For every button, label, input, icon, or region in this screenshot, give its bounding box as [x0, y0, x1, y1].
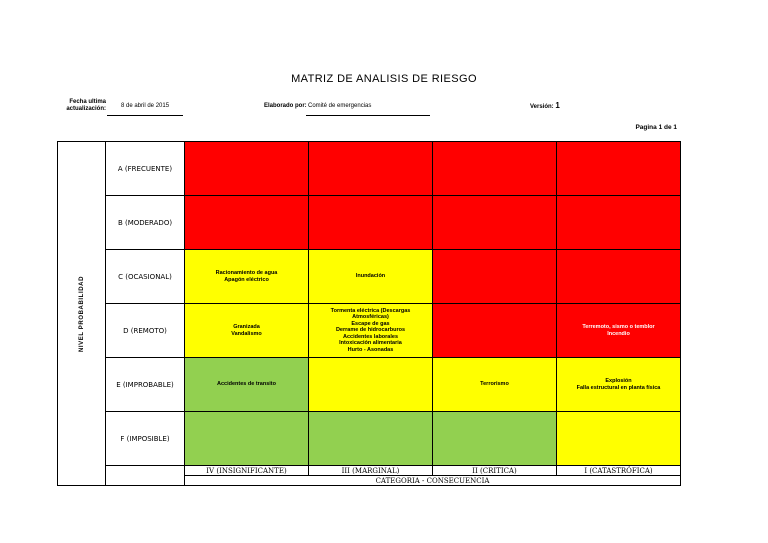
- risk-cell-yellow: [185, 250, 309, 304]
- risk-cell-red: [309, 196, 433, 250]
- probability-level-label: C (OCASIONAL): [106, 250, 185, 304]
- blank-cell: [106, 466, 185, 476]
- fecha-value: 8 de abril de 2015: [121, 103, 170, 109]
- risk-cell-red: [557, 142, 681, 196]
- elaborado-value: Comité de emergencias: [308, 103, 372, 109]
- matrix-row: [58, 358, 681, 412]
- risk-cell-red: [557, 304, 681, 358]
- risk-cell-red: [433, 196, 557, 250]
- risk-item: Racionamiento de agua: [215, 270, 278, 276]
- matrix-row: [58, 250, 681, 304]
- pagina-indicator: Pagina 1 de 1: [635, 124, 677, 131]
- consequence-category-label: II (CRITICA): [433, 466, 557, 476]
- matrix-row: [58, 304, 681, 358]
- risk-cell-red: [433, 304, 557, 358]
- risk-cell-yellow: [557, 358, 681, 412]
- x-axis-label: CATEGORIA - CONSECUENCIA: [185, 476, 681, 486]
- fecha-label: [62, 99, 106, 113]
- risk-item: Incendio: [607, 330, 630, 337]
- risk-item: Granizada: [233, 324, 260, 330]
- page-title: MATRIZ DE ANALISIS DE RIESGO: [291, 73, 477, 85]
- matrix-row: [58, 412, 681, 466]
- elaborado-underline: [306, 115, 430, 116]
- risk-cell-yellow: [309, 358, 433, 412]
- risk-cell-red: [433, 142, 557, 196]
- risk-cell-yellow: [185, 304, 309, 358]
- consequence-category-label: III (MARGINAL): [309, 466, 433, 476]
- risk-item: Derrame de hidrocarburos: [335, 327, 406, 334]
- risk-cell-green: [185, 412, 309, 466]
- risk-cell-yellow: [433, 358, 557, 412]
- risk-item: Vandalismo: [231, 330, 262, 337]
- probability-level-label: D (REMOTO): [106, 304, 185, 358]
- probability-level-label: F (IMPOSIBLE): [106, 412, 185, 466]
- risk-cell-yellow: [309, 304, 433, 358]
- risk-item: Escape de gas: [351, 320, 390, 327]
- consequence-category-label: IV (INSIGNIFICANTE): [185, 466, 309, 476]
- risk-item: Intoxicación alimentaria: [339, 340, 402, 347]
- probability-level-label: E (IMPROBABLE): [106, 358, 185, 412]
- x-axis-row: [58, 476, 681, 486]
- risk-item: Accidentes de transito: [217, 381, 276, 388]
- risk-item: Accidentes laborales: [342, 333, 399, 340]
- risk-cell-yellow: [557, 412, 681, 466]
- risk-cell-red: [185, 142, 309, 196]
- y-axis-label: NIVEL PROBABILIDAD: [78, 275, 85, 352]
- version-label: [530, 102, 560, 111]
- fecha-label-line1: Fecha ultima: [69, 99, 106, 105]
- probability-level-label: B (MODERADO): [106, 196, 185, 250]
- matrix-row: [58, 196, 681, 250]
- risk-cell-yellow: [309, 250, 433, 304]
- risk-cell-red: [309, 142, 433, 196]
- risk-matrix: [57, 141, 681, 486]
- blank-cell: [106, 476, 185, 486]
- probability-level-label: A (FRECUENTE): [106, 142, 185, 196]
- matrix-row: [58, 142, 681, 196]
- risk-item: Inundación: [355, 273, 386, 280]
- risk-cell-green: [433, 412, 557, 466]
- risk-cell-red: [185, 196, 309, 250]
- risk-cell-green: [309, 412, 433, 466]
- fecha-label-line2: actualización:: [66, 106, 106, 112]
- elaborado-label: Elaborado por:: [264, 103, 307, 109]
- consequence-category-label: I (CATASTRÓFICA): [557, 466, 681, 476]
- risk-item: Tormenta eléctrica (Descargas: [330, 307, 411, 314]
- risk-item: Apagón eléctrico: [224, 276, 269, 283]
- risk-cell-red: [557, 196, 681, 250]
- y-axis-cell: [58, 142, 106, 486]
- fecha-underline: [107, 115, 183, 116]
- risk-cell-red: [433, 250, 557, 304]
- version-label-text: Versión:: [530, 104, 554, 110]
- risk-item: Hurto - Asonadas: [347, 346, 394, 353]
- risk-cell-green: [185, 358, 309, 412]
- version-value: 1: [555, 101, 560, 110]
- risk-cell-red: [557, 250, 681, 304]
- risk-item: Explosión: [605, 378, 632, 384]
- column-label-row: [58, 466, 681, 476]
- risk-item: Terremoto, sismo o temblor: [582, 324, 655, 330]
- risk-item: Atmosféricas): [352, 314, 389, 321]
- risk-item: Terrorismo: [480, 381, 509, 388]
- risk-item: Falla estructural en planta física: [576, 384, 661, 391]
